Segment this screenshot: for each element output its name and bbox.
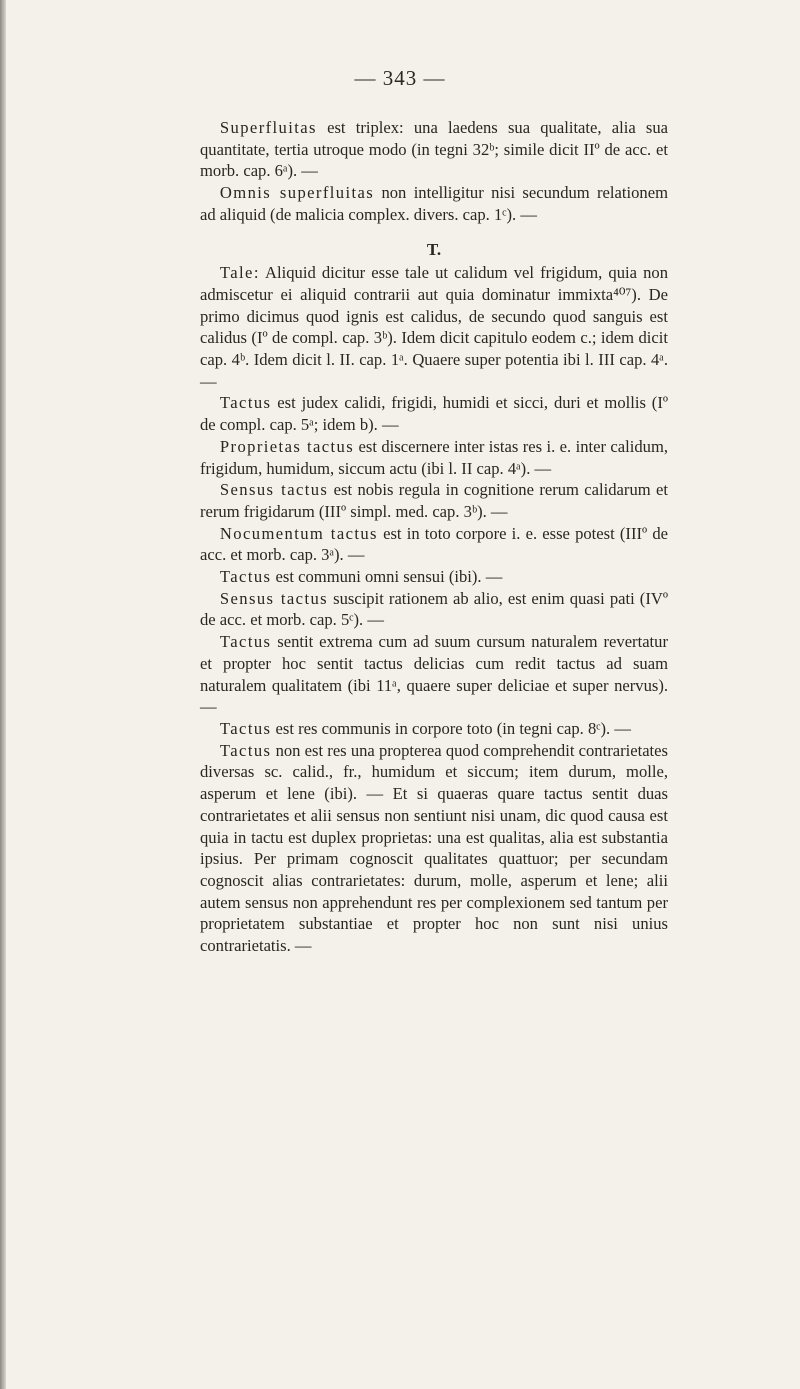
entry-tactus-sentit <box>200 631 668 718</box>
entry-head: Proprietas tactus <box>219 436 355 456</box>
page-body <box>200 117 668 957</box>
entry-text: est res communis in corpore toto (in tegni cap. 8ᶜ). — <box>271 718 631 738</box>
entry-text: est nobis regula in cognitione rerum calidarum et rerum frigidarum (IIIº simpl. med. cap. 3ᵇ). — <box>200 480 668 521</box>
entry-sensus-tactus-suscipit <box>200 588 668 631</box>
entry-head: Sensus tactus <box>219 588 329 608</box>
entry-text: sentit extrema cum ad suum cursum naturalem revertatur et propter hoc sentit tactus delicias cum redit tactus ad suam naturalem qualitatem (ibi 11ᵃ, quaere super deliciae et super nervus). — <box>200 632 668 717</box>
entry-head: Tale: <box>219 263 260 283</box>
entry-nocumentum-tactus <box>200 523 668 566</box>
entry-text: est communi omni sensui (ibi). — <box>271 567 503 587</box>
entry-head: Tactus <box>219 740 272 760</box>
page-number: — 343 — <box>354 66 446 90</box>
entry-head: Superfluitas <box>219 118 317 137</box>
entry-tactus-communi <box>200 566 668 588</box>
entry-proprietas-tactus <box>200 436 668 479</box>
entry-sensus-tactus-regula <box>200 479 668 522</box>
entry-text: suscipit rationem ab alio, est enim quasi pati (IVº de acc. et morb. cap. 5ᶜ). — <box>200 588 668 630</box>
entry-head: Omnis superfluitas <box>219 183 375 203</box>
entry-head: Sensus tactus <box>219 480 329 500</box>
entry-tactus-judex <box>200 392 668 435</box>
entry-text: non intelligitur nisi secundum relationem ad aliquid (de malicia complex. divers. cap. 1ᶜ). — <box>200 183 668 224</box>
entry-text: est in toto corpore i. e. esse potest (IIIº de acc. et morb. cap. 3ᵃ). — <box>200 523 668 565</box>
entry-tale <box>200 262 668 392</box>
section-letter: T. <box>426 239 442 259</box>
entry-tactus-non-est-res-una <box>200 740 668 957</box>
entry-text: est judex calidi, frigidi, humidi et sicci, duri et mollis (Iº de compl. cap. 5ᵃ; idem b). — <box>200 393 668 435</box>
entry-head: Tactus <box>219 393 272 413</box>
entry-head: Tactus <box>219 718 272 738</box>
entry-omnis-superfluitas <box>200 182 668 225</box>
entry-text: est discernere inter istas res i. e. inter calidum, frigidum, humidum, siccum actu (ibi l. II cap. 4ᵃ). — <box>200 436 669 478</box>
entry-tactus-res-communis <box>200 718 668 740</box>
entry-superfluitas <box>200 117 668 182</box>
entry-text: non est res una propterea quod comprehendit contrarietates diversas sc. calid., fr., humidum et siccum; item durum, molle, asperum et lene (ibi). — Et si quaeras quare tactus sentit duas contrarietates et alii sensus non sentiunt nisi unam, dic quod causa est quia in tactu est duplex proprietas: una est qualitas, alia est substantia ipsius. Per primam cognoscit qualitates quattuor; per secundam cognoscit alias contrarietates: durum, molle, asperum et lene; alii autem sensus non apprehendunt res per complexionem sed tantum per proprietatem substantiae et propter hoc non sunt nisi unius contrarietatis. — <box>200 740 668 956</box>
entry-text: Aliquid dicitur esse tale ut calidum vel frigidum, quia non admiscetur ei aliquid contrarii aut quia dominatur immixta⁴⁰⁷). De primo dicimus quod ignis est calidus, de secundo quod sanguis est calidus (Iº de compl. cap. 3ᵇ). Idem dicit capitulo eodem c.; idem dicit cap. 4ᵇ. Idem dicit l. II. cap. 1ᵃ. Quaere super potentia ibi l. III cap. 4ᵃ. — <box>200 263 668 391</box>
entry-head: Tactus <box>219 632 272 652</box>
entry-head: Tactus <box>219 567 272 587</box>
entry-text: est triplex: una laedens sua qualitate, alia sua quantitate, tertia utroque modo (in tegni 32ᵇ; simile dicit IIº de acc. et morb. cap. 6ᵃ). — <box>200 118 668 181</box>
entry-head: Nocumentum tactus <box>219 523 378 543</box>
page-edge-shadow <box>0 0 6 1389</box>
